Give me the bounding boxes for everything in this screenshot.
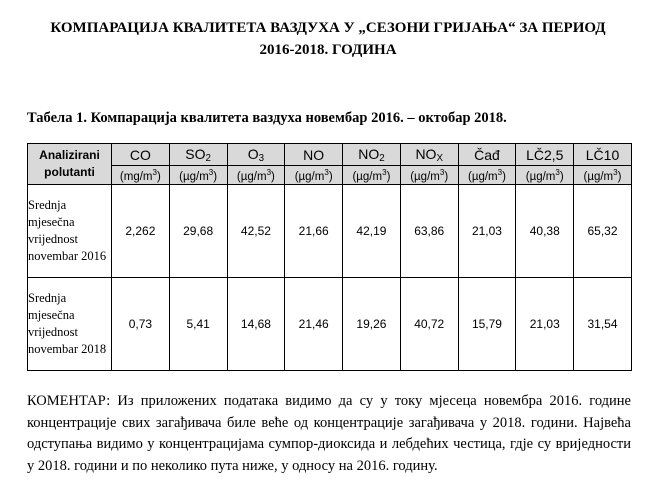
column-unit (343, 166, 401, 185)
table-cell: 2,262 (112, 185, 170, 278)
unit-text: (µg/m (236, 170, 267, 183)
unit-superscript: 3 (613, 167, 618, 177)
unit-close: ) (328, 170, 333, 183)
table-cell: 0,73 (112, 278, 170, 371)
table-cell: 19,26 (343, 278, 401, 371)
column-name-text: Čađ (474, 146, 500, 163)
unit-superscript: 3 (439, 167, 445, 177)
unit-close: ) (444, 170, 449, 183)
column-name-subscript: 2 (205, 152, 211, 164)
column-name (169, 144, 227, 166)
column-name-text: NO (303, 146, 325, 163)
unit-superscript: 3 (324, 167, 329, 177)
column-name-subscript: 3 (258, 152, 265, 164)
row-label: Srednja mjesečna vrijednost novembar 2016 (28, 185, 112, 278)
unit-close: ) (157, 170, 161, 183)
unit-text: (µg/m (583, 170, 614, 183)
table-caption: Табела 1. Компарација квалитета ваздуха новембар 2016. – октобар 2018. (27, 110, 507, 126)
column-name (400, 144, 458, 166)
unit-text: (µg/m (294, 170, 325, 183)
column-name (227, 144, 285, 166)
column-name-text: CO (129, 146, 151, 163)
table-cell: 21,03 (458, 185, 516, 278)
column-name-text: NO (358, 145, 380, 162)
unit-superscript: 3 (152, 167, 157, 177)
column-name-text: LČ2,5 (526, 146, 564, 163)
unit-text: (µg/m (179, 170, 209, 183)
unit-close: ) (213, 170, 218, 183)
column-name (458, 144, 516, 166)
row-header-cell: Analizirani polutanti (28, 144, 112, 185)
table-cell: 21,66 (285, 185, 343, 278)
column-name-text: SO (185, 145, 206, 162)
comment-paragraph: КОМЕНТАР: Из приложених података видимо да су у току мјесеца новембра 2016. године концентрације свих загађивача биле веће од концентрације загађивача у 2018. години. Највећа одступања видимо у концентрацијама сумпор-диоксида и лебдећих честица, гдје су вриједности у 2018. години и по неколико пута ниже, у односу на 2016. годину. (27, 393, 631, 474)
unit-text: (µg/m (352, 170, 383, 183)
column-name (285, 144, 343, 166)
header-row-units (28, 166, 632, 185)
unit-close: ) (386, 170, 391, 183)
document-title (20, 17, 636, 61)
unit-text: (µg/m (467, 170, 498, 183)
column-name-text: NO (415, 145, 437, 162)
row-label: Srednja mjesečna vrijednost novembar 2018 (28, 278, 112, 371)
column-name (343, 144, 401, 166)
table-cell: 65,32 (574, 185, 632, 278)
table-cell: 63,86 (400, 185, 458, 278)
column-name-text: O (247, 145, 259, 162)
column-unit (112, 166, 170, 185)
unit-close: ) (559, 170, 564, 183)
unit-superscript: 3 (266, 167, 272, 177)
table-cell: 40,38 (516, 185, 574, 278)
title-line-2: 2016-2018. ГОДИНА (259, 42, 397, 58)
table-row (28, 185, 632, 278)
column-name-subscript: 2 (379, 152, 385, 164)
column-unit (574, 166, 632, 185)
unit-text: (µg/m (525, 170, 556, 183)
table-cell: 21,03 (516, 278, 574, 371)
column-name-subscript: X (436, 152, 443, 164)
unit-close: ) (502, 170, 506, 183)
column-name (516, 144, 574, 166)
unit-superscript: 3 (497, 167, 503, 177)
unit-superscript: 3 (382, 167, 387, 177)
column-name-text: LČ10 (585, 146, 620, 163)
header-row-names (28, 144, 632, 166)
column-unit (227, 166, 285, 185)
table-cell: 21,46 (285, 278, 343, 371)
column-unit (458, 166, 516, 185)
table-cell: 15,79 (458, 278, 516, 371)
unit-text: (mg/m (119, 170, 153, 183)
table-cell: 29,68 (169, 185, 227, 278)
unit-superscript: 3 (208, 167, 214, 177)
table-cell: 5,41 (169, 278, 227, 371)
table-cell: 31,54 (574, 278, 632, 371)
table-cell: 42,52 (227, 185, 285, 278)
column-unit (516, 166, 574, 185)
column-unit (285, 166, 343, 185)
air-quality-table (27, 143, 632, 371)
column-name (574, 144, 632, 166)
unit-close: ) (617, 170, 622, 183)
column-name (112, 144, 170, 166)
unit-text: (µg/m (410, 170, 440, 183)
column-unit (400, 166, 458, 185)
unit-close: ) (271, 170, 275, 183)
table-cell: 14,68 (227, 278, 285, 371)
table-cell: 40,72 (400, 278, 458, 371)
unit-superscript: 3 (555, 167, 560, 177)
column-unit (169, 166, 227, 185)
table-cell: 42,19 (343, 185, 401, 278)
title-line-1: КОМПАРАЦИЈА КВАЛИТЕТА ВАЗДУХА У „СЕЗОНИ ГРИЈАЊА“ ЗА ПЕРИОД (50, 20, 606, 36)
table-row (28, 278, 632, 371)
